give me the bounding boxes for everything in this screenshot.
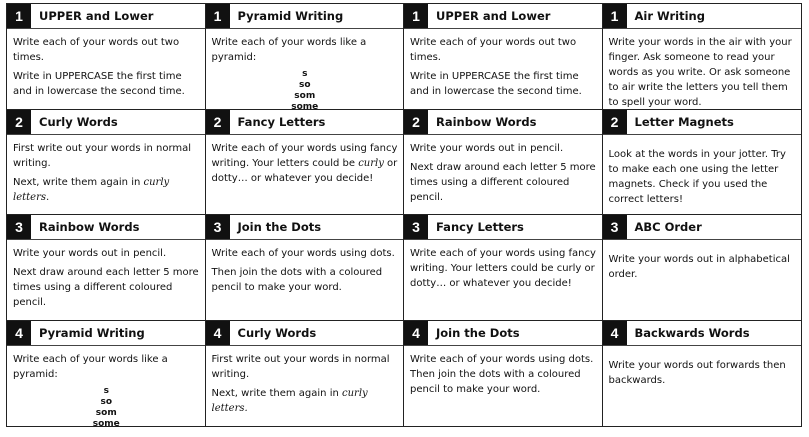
- card-text: First write out your words in normal writing.: [211, 353, 390, 380]
- card-header: [7, 321, 205, 346]
- card-text: Write each of your words like a pyramid:: [13, 353, 168, 380]
- card-text: Write each of your words out two times.: [13, 37, 180, 63]
- card-header: [206, 110, 404, 135]
- card-number: 4: [603, 321, 627, 345]
- card-text: Next draw around each letter 5 more times using a different coloured pencil.: [410, 161, 596, 203]
- card-join-the-dots: [404, 321, 603, 427]
- card-header: [603, 110, 802, 135]
- card-join-the-dots: [206, 215, 405, 321]
- card-text: Write in UPPERCASE the first time and in lowercase the second time.: [13, 71, 185, 97]
- card-text: Write each of your words using dots. Then join the dots with a coloured pencil to make your word.: [410, 353, 594, 395]
- card-text-tail: or dotty… or whatever you decide!: [211, 157, 398, 184]
- card-text: Write each of your words out two times.: [410, 37, 577, 63]
- card-title: ABC Order: [634, 220, 702, 234]
- card-header: [206, 4, 404, 29]
- card-title: Pyramid Writing: [39, 325, 145, 340]
- card-number: 4: [7, 321, 31, 345]
- card-header: [404, 321, 602, 346]
- card-rainbow-words: [7, 215, 206, 321]
- pyramid-line: s: [103, 385, 109, 396]
- card-title: Letter Magnets: [634, 114, 734, 129]
- card-fancy-letters: [404, 215, 603, 321]
- card-text: Write your words in the air with your finger. Ask someone to read your words as you write. Or ask someone to air write the letters you tell them to spell your word.: [608, 37, 792, 108]
- card-number: 3: [603, 215, 627, 239]
- card-header: [206, 321, 404, 346]
- card-header: [404, 110, 602, 135]
- card-text: Write each of your words using dots.: [211, 248, 395, 259]
- card-number: 1: [7, 4, 31, 28]
- cursive-example: curly: [358, 157, 384, 169]
- pyramid-line: some: [92, 418, 120, 426]
- card-header: [7, 4, 205, 29]
- card-title: Join the Dots: [237, 220, 322, 234]
- card-text: Write each of your words using fancy writing. Your letters could be curly or dotty… or whatever you decide!: [410, 248, 596, 289]
- pyramid-line: som: [294, 91, 316, 101]
- card-text: Then join the dots with a coloured pencil to make your word.: [211, 267, 383, 293]
- card-number: 3: [206, 215, 230, 239]
- cursive-example: curly letters.: [13, 176, 170, 203]
- card-number: 1: [603, 4, 627, 28]
- card-number: 1: [206, 4, 230, 28]
- pyramid-example: [13, 386, 200, 427]
- card-title: Backwards Words: [634, 325, 750, 340]
- card-curly-words: [206, 321, 405, 427]
- card-header: [404, 4, 602, 29]
- card-number: 4: [206, 321, 230, 345]
- pyramid-line: so: [298, 80, 311, 90]
- card-number: 2: [7, 110, 31, 134]
- card-title: UPPER and Lower: [39, 9, 154, 23]
- card-header: [603, 4, 802, 29]
- card-text: Write each of your words like a pyramid:: [211, 37, 367, 63]
- card-backwards-words: [603, 321, 802, 427]
- pyramid-line: s: [302, 69, 308, 79]
- card-title: Fancy Letters: [436, 220, 524, 234]
- card-text: Next draw around each letter 5 more times using a different coloured pencil.: [13, 267, 199, 308]
- card-number: 3: [7, 215, 31, 239]
- card-abc-order: [603, 215, 802, 321]
- card-header: [603, 215, 802, 240]
- card-title: Curly Words: [237, 325, 317, 340]
- card-text: [212, 386, 399, 416]
- card-header: [7, 215, 205, 240]
- card-text: Write your words out in pencil.: [410, 142, 564, 154]
- card-text: [212, 141, 399, 186]
- card-title: Rainbow Words: [39, 220, 140, 234]
- card-title: UPPER and Lower: [436, 9, 551, 23]
- card-number: 2: [603, 110, 627, 134]
- card-text: Write in UPPERCASE the first time and in lowercase the second time.: [410, 71, 582, 97]
- card-title: Curly Words: [39, 114, 118, 129]
- cursive-example: curly letters.: [211, 387, 368, 414]
- card-number: 2: [206, 110, 230, 134]
- card-letter-magnets: [603, 110, 802, 216]
- card-header: [603, 321, 802, 346]
- card-air-writing: [603, 4, 802, 110]
- card-title: Fancy Letters: [237, 114, 326, 129]
- pyramid-line: som: [95, 407, 117, 418]
- pyramid-line: some: [291, 102, 319, 110]
- card-text-lead: Next, write them again in: [13, 176, 144, 188]
- card-fancy-letters: [206, 110, 405, 216]
- card-text: Write your words out in alphabetical order.: [608, 254, 790, 280]
- card-text: Write your words out forwards then backwards.: [608, 359, 786, 386]
- card-text: Look at the words in your jotter. Try to make each one using the letter magnets. Check if you used the correct letters!: [608, 148, 786, 205]
- card-text-lead: Next, write them again in: [211, 387, 342, 399]
- card-title: Join the Dots: [436, 325, 520, 340]
- card-number: 3: [404, 215, 428, 239]
- card-curly-words: [7, 110, 206, 216]
- card-number: 1: [404, 4, 428, 28]
- card-header: [206, 215, 404, 240]
- pyramid-line: so: [100, 396, 113, 407]
- card-text-lead: Write each of your words using fancy writing. Your letters could be: [211, 142, 398, 169]
- card-text: Write your words out in pencil.: [13, 248, 167, 259]
- card-text: First write out your words in normal writing.: [13, 142, 192, 169]
- card-header: [404, 215, 602, 240]
- spelling-activity-grid: [6, 3, 802, 427]
- card-text: [13, 175, 200, 205]
- card-rainbow-words: [404, 110, 603, 216]
- card-title: Rainbow Words: [436, 114, 537, 129]
- card-header: [7, 110, 205, 135]
- card-pyramid-writing: [7, 321, 206, 427]
- card-upper-lower: [404, 4, 603, 110]
- card-pyramid-writing: [206, 4, 405, 110]
- pyramid-example: [212, 69, 399, 110]
- card-number: 2: [404, 110, 428, 134]
- card-title: Air Writing: [634, 9, 705, 23]
- card-upper-lower: [7, 4, 206, 110]
- card-number: 4: [404, 321, 428, 345]
- card-title: Pyramid Writing: [237, 9, 344, 23]
